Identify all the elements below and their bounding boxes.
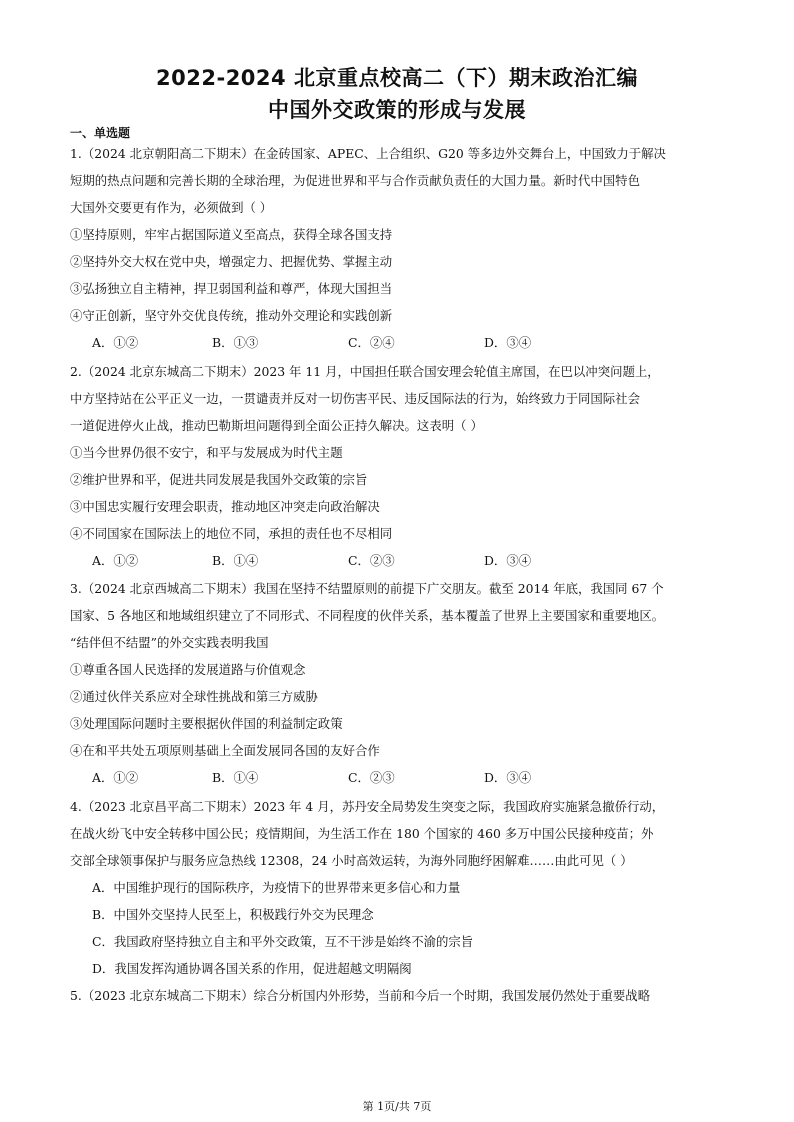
option-d: D．③④ <box>484 553 532 568</box>
question-4-option-b: B．中国外交坚持人民至上，积极践行外交为民理念 <box>92 907 374 922</box>
question-4-stem-line-3: 交部全球领事保护与服务应急热线 12308，24 小时高效运转，为海外同胞纾困解难……由此可见（ ） <box>70 853 633 868</box>
option-c: C．②③ <box>348 770 395 785</box>
option-c: C．②④ <box>348 335 395 350</box>
question-3-statement-1: ①尊重各国人民选择的发展道路与价值观念 <box>70 662 306 677</box>
option-b: B．①④ <box>212 770 259 785</box>
question-4-option-a: A．中国维护现行的国际秩序，为疫情下的世界带来更多信心和力量 <box>92 880 461 895</box>
option-d: D．③④ <box>484 335 532 350</box>
question-4-option-c: C．我国政府坚持独立自主和平外交政策，互不干涉是始终不渝的宗旨 <box>92 934 474 949</box>
question-2-stem-line-2: 中方坚持站在公平正义一边，一贯谴责并反对一切伤害平民、违反国际法的行为，始终致力于同国际社会 <box>70 391 640 406</box>
option-b: B．①③ <box>212 335 259 350</box>
question-4-stem-line-1: 4.（2023 北京昌平高二下期末）2023 年 4 月，苏丹安全局势发生突变之际，我国政府实施紧急撤侨行动， <box>70 799 665 814</box>
question-3-statement-4: ④在和平共处五项原则基础上全面发展同各国的友好合作 <box>70 743 380 758</box>
question-1-statement-1: ①坚持原则，牢牢占据国际道义至高点，获得全球各国支持 <box>70 227 393 242</box>
question-2-statement-1: ①当今世界仍很不安宁，和平与发展成为时代主题 <box>70 445 343 460</box>
option-a: A．①② <box>92 770 139 785</box>
question-1-statement-2: ②坚持外交大权在党中央，增强定力、把握优势、掌握主动 <box>70 254 393 269</box>
question-2-statement-4: ④不同国家在国际法上的地位不同，承担的责任也不尽相同 <box>70 526 393 541</box>
question-1-stem-line-3: 大国外交要更有作为，必须做到（ ） <box>70 200 273 215</box>
question-3-statement-2: ②通过伙伴关系应对全球性挑战和第三方威胁 <box>70 689 318 704</box>
option-a: A．①② <box>92 553 139 568</box>
question-1-statement-4: ④守正创新，坚守外交优良传统，推动外交理论和实践创新 <box>70 308 393 323</box>
option-d: D．③④ <box>484 770 532 785</box>
question-4-option-d: D．我国发挥沟通协调各国关系的作用，促进超越文明隔阂 <box>92 961 412 976</box>
question-1-stem-line-2: 短期的热点问题和完善长期的全球治理，为促进世界和平与合作贡献负责任的大国力量。新时代中国特色 <box>70 173 640 188</box>
question-3-stem-line-3: “结伴但不结盟”的外交实践表明我国 <box>70 635 269 650</box>
option-b: B．①④ <box>212 553 259 568</box>
option-c: C．②③ <box>348 553 395 568</box>
document-title: 2022-2024 北京重点校高二（下）期末政治汇编 <box>156 66 638 90</box>
question-2-stem-line-3: 一道促进停火止战，推动巴勒斯坦问题得到全面公正持久解决。这表明（ ） <box>70 418 483 433</box>
question-3-statement-3: ③处理国际问题时主要根据伙伴国的利益制定政策 <box>70 716 343 731</box>
question-1-stem-line-1: 1.（2024 北京朝阳高二下期末）在金砖国家、APEC、上合组织、G20 等多边外交舞台上，中国致力于解决 <box>70 146 666 161</box>
section-heading: 一、单选题 <box>70 126 131 140</box>
question-2-statement-2: ②维护世界和平，促进共同发展是我国外交政策的宗旨 <box>70 472 368 487</box>
option-a: A．①② <box>92 335 139 350</box>
question-4-stem-line-2: 在战火纷飞中安全转移中国公民；疫情期间，为生活工作在 180 个国家的 460 多万中国公民接种疫苗；外 <box>70 826 654 841</box>
document-subtitle: 中国外交政策的形成与发展 <box>268 98 526 122</box>
question-3-stem-line-1: 3.（2024 北京西城高二下期末）我国在坚持不结盟原则的前提下广交朋友。截至 2014 年底，我国同 67 个 <box>70 581 664 596</box>
question-2-stem-line-1: 2.（2024 北京东城高二下期末）2023 年 11 月，中国担任联合国安理会轮值主席国，在巴以冲突问题上， <box>70 364 660 379</box>
question-5-stem-line-1: 5.（2023 北京东城高二下期末）综合分析国内外形势，当前和今后一个时期，我国发展仍然处于重要战略 <box>70 988 651 1003</box>
question-2-statement-3: ③中国忠实履行安理会职责，推动地区冲突走向政治解决 <box>70 499 380 514</box>
page-footer: 第 1页/共 7页 <box>362 1100 432 1113</box>
question-3-stem-line-2: 国家、5 各地区和地域组织建立了不同形式、不同程度的伙伴关系，基本覆盖了世界上主要国家和重要地区。 <box>70 608 665 623</box>
question-1-statement-3: ③弘扬独立自主精神，捍卫弱国利益和尊严，体现大国担当 <box>70 281 393 296</box>
